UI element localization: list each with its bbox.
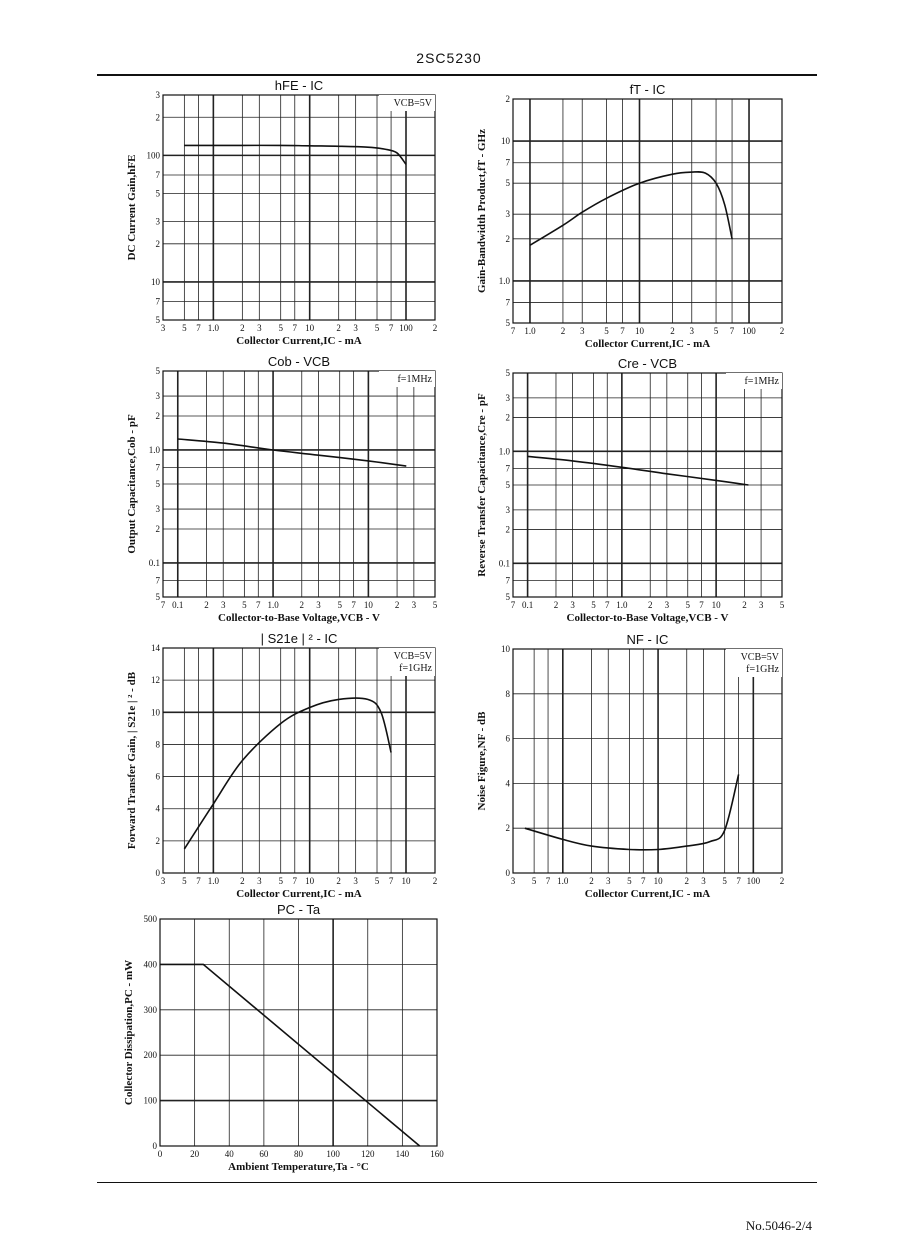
- y-tick-label: 400: [143, 959, 157, 970]
- x-tick-label: 2: [336, 876, 341, 886]
- x-tick-label: 7: [388, 323, 394, 333]
- y-tick-label: 100: [143, 1095, 157, 1106]
- x-tick-label: 5: [779, 600, 785, 610]
- x-tick-label: 5: [531, 876, 537, 886]
- y-tick-label: 7: [155, 296, 160, 307]
- x-tick-label: 3: [570, 600, 575, 610]
- x-tick-label: 3: [758, 600, 764, 610]
- x-tick-label: 3: [160, 323, 166, 333]
- plot-frame: [163, 648, 435, 873]
- y-tick-label: 10: [151, 276, 160, 287]
- x-tick-label: 0: [157, 1149, 163, 1159]
- y-tick-label: 10: [501, 644, 510, 654]
- x-tick-label: 3: [411, 600, 417, 610]
- x-tick-label: 100: [746, 876, 761, 886]
- plot-frame: [513, 649, 782, 873]
- x-axis-label: Collector Current,IC - mA: [584, 888, 711, 900]
- y-tick-label: 3: [155, 90, 160, 100]
- y-tick-label: 4: [505, 778, 510, 789]
- y-tick-label: 4: [155, 803, 160, 814]
- x-tick-label: 3: [606, 876, 611, 886]
- x-tick-label: 5: [337, 600, 342, 610]
- y-tick-label: 5: [155, 366, 160, 376]
- x-tick-label: 2: [432, 876, 438, 886]
- x-tick-label: 7: [545, 876, 551, 886]
- chart-cre: [476, 356, 785, 624]
- x-tick-label: 0.1: [172, 600, 184, 610]
- x-tick-label: 2: [432, 323, 438, 333]
- chart-title: NF - IC: [626, 632, 669, 647]
- x-tick-label: 7: [729, 326, 735, 336]
- x-tick-label: 2: [240, 876, 245, 886]
- x-tick-label: 5: [591, 600, 596, 610]
- y-tick-label: 7: [505, 575, 510, 586]
- series-line: [525, 774, 739, 849]
- y-tick-label: 5: [155, 188, 160, 199]
- x-axis-label: Collector-to-Base Voltage,VCB - V: [566, 612, 729, 624]
- chart-title: Cre - VCB: [617, 356, 678, 371]
- y-tick-label: 5: [155, 479, 160, 489]
- y-tick-label: 8: [155, 739, 160, 750]
- x-tick-label: 3: [664, 600, 670, 610]
- x-tick-label: 2: [394, 600, 400, 610]
- x-tick-label: 10: [305, 323, 315, 333]
- y-tick-label: 2: [155, 410, 160, 421]
- y-tick-label: 5: [505, 178, 510, 189]
- y-tick-label: 3: [155, 504, 160, 515]
- x-tick-label: 3: [701, 876, 706, 886]
- x-tick-label: 2: [647, 600, 653, 610]
- y-tick-label: 2: [155, 238, 160, 249]
- condition-label: f=1MHz: [744, 376, 779, 387]
- series-line: [178, 439, 406, 466]
- y-tick-label: 5: [505, 592, 510, 602]
- chart-title: hFE - IC: [274, 78, 324, 93]
- x-tick-label: 5: [685, 600, 690, 610]
- x-tick-label: 2: [742, 600, 747, 610]
- y-tick-label: 3: [155, 216, 160, 227]
- chart-cob: [126, 354, 438, 624]
- x-tick-label: 7: [620, 326, 625, 336]
- y-tick-label: 3: [155, 391, 160, 402]
- y-tick-label: 300: [143, 1004, 157, 1015]
- x-tick-label: 3: [353, 876, 358, 886]
- y-tick-label: 2: [505, 94, 510, 104]
- x-tick-label: 2: [684, 876, 689, 886]
- x-tick-label: 1.0: [524, 326, 536, 336]
- condition-label: VCB=5V: [740, 652, 779, 663]
- x-tick-label: 3: [257, 876, 262, 886]
- y-axis-label: Collector Dissipation,PC - mW: [123, 959, 135, 1106]
- chart-title: fT - IC: [629, 82, 666, 97]
- x-axis-label: Ambient Temperature,Ta - °C: [228, 1161, 369, 1173]
- chart-title: | S21e | ² - IC: [260, 631, 338, 646]
- chart-title: Cob - VCB: [267, 354, 331, 369]
- chart-pc: [123, 902, 444, 1173]
- x-tick-label: 7: [292, 876, 298, 886]
- x-tick-label: 7: [699, 600, 704, 610]
- plot-frame: [163, 95, 435, 320]
- y-tick-label: 2: [505, 233, 510, 244]
- y-tick-label: 3: [505, 504, 510, 515]
- y-tick-label: 7: [505, 463, 510, 474]
- x-tick-label: 3: [689, 326, 695, 336]
- x-tick-label: 7: [736, 876, 741, 886]
- x-tick-label: 40: [224, 1149, 234, 1159]
- y-tick-label: 100: [146, 150, 160, 161]
- y-tick-label: 5: [155, 592, 160, 602]
- y-tick-label: 3: [505, 392, 510, 403]
- part-number: 2SC5230: [416, 50, 482, 66]
- x-tick-label: 10: [363, 600, 373, 610]
- x-axis-label: Collector Current,IC - mA: [584, 338, 711, 350]
- x-tick-label: 10: [711, 600, 721, 610]
- y-tick-label: 200: [143, 1050, 157, 1061]
- x-tick-label: 2: [670, 326, 675, 336]
- x-tick-label: 5: [722, 876, 727, 886]
- x-tick-label: 5: [242, 600, 247, 610]
- chart-s21: [126, 631, 437, 900]
- x-axis-label: Collector Current,IC - mA: [236, 888, 362, 900]
- x-tick-label: 5: [604, 326, 609, 336]
- y-tick-label: 5: [505, 318, 510, 328]
- y-tick-label: 0.1: [148, 557, 160, 568]
- y-tick-label: 10: [501, 136, 510, 147]
- y-tick-label: 7: [155, 462, 160, 473]
- x-tick-label: 7: [196, 323, 201, 333]
- x-tick-label: 5: [182, 876, 187, 886]
- y-tick-label: 8: [505, 688, 510, 699]
- y-tick-label: 5: [505, 368, 510, 378]
- x-tick-label: 7: [160, 600, 166, 610]
- x-tick-label: 100: [742, 326, 756, 336]
- y-axis-label: Forward Transfer Gain, | S21e | ² - dB: [126, 671, 138, 850]
- x-tick-label: 5: [182, 323, 187, 333]
- y-tick-label: 7: [155, 169, 160, 180]
- y-tick-label: 5: [155, 315, 160, 325]
- x-tick-label: 7: [641, 876, 646, 886]
- y-axis-label: Noise Figure,NF - dB: [476, 711, 488, 811]
- x-tick-label: 5: [278, 876, 283, 886]
- x-tick-label: 7: [292, 323, 298, 333]
- x-tick-label: 10: [401, 876, 411, 886]
- x-tick-label: 5: [713, 326, 719, 336]
- y-tick-label: 2: [155, 112, 160, 123]
- x-tick-label: 2: [779, 876, 785, 886]
- x-tick-label: 20: [190, 1149, 200, 1159]
- x-tick-label: 2: [240, 323, 245, 333]
- condition-label: VCB=5V: [393, 651, 432, 662]
- y-tick-label: 2: [155, 523, 160, 534]
- y-tick-label: 7: [505, 297, 510, 308]
- x-axis-label: Collector-to-Base Voltage,VCB - V: [218, 612, 380, 624]
- chart-hfe: [126, 78, 437, 347]
- y-tick-label: 3: [505, 209, 510, 220]
- y-tick-label: 500: [143, 914, 157, 924]
- y-tick-label: 6: [155, 771, 160, 782]
- y-tick-label: 2: [505, 524, 510, 535]
- plot-frame: [513, 99, 782, 323]
- x-tick-label: 2: [299, 600, 305, 610]
- series-line: [184, 698, 391, 849]
- x-tick-label: 2: [553, 600, 559, 610]
- x-tick-label: 5: [278, 323, 283, 333]
- x-tick-label: 5: [432, 600, 438, 610]
- y-tick-label: 5: [505, 480, 510, 490]
- y-tick-label: 1.0: [498, 275, 510, 286]
- y-tick-label: 0: [505, 868, 510, 878]
- page-footer: No.5046-2/4: [745, 1218, 812, 1233]
- chart-nf: [476, 632, 784, 900]
- x-tick-label: 5: [374, 876, 380, 886]
- series-line: [528, 456, 749, 485]
- x-tick-label: 60: [259, 1149, 269, 1159]
- y-tick-label: 7: [155, 575, 160, 586]
- x-tick-label: 1.0: [207, 323, 219, 333]
- x-axis-label: Collector Current,IC - mA: [236, 335, 362, 347]
- x-tick-label: 7: [196, 876, 201, 886]
- condition-label: f=1GHz: [746, 664, 779, 675]
- x-tick-label: 100: [399, 323, 413, 333]
- x-tick-label: 7: [510, 326, 516, 336]
- x-tick-label: 10: [305, 876, 315, 886]
- x-tick-label: 3: [257, 323, 262, 333]
- y-tick-label: 14: [151, 643, 160, 653]
- x-tick-label: 10: [634, 326, 644, 336]
- x-tick-label: 0.1: [521, 600, 534, 610]
- y-tick-label: 0: [152, 1141, 157, 1151]
- y-tick-label: 0: [155, 868, 160, 878]
- x-tick-label: 7: [605, 600, 610, 610]
- x-tick-label: 3: [510, 876, 516, 886]
- y-tick-label: 12: [151, 675, 160, 686]
- y-tick-label: 2: [505, 823, 510, 834]
- x-tick-label: 80: [294, 1149, 303, 1159]
- y-axis-label: Reverse Transfer Capacitance,Cre - pF: [476, 393, 488, 577]
- y-tick-label: 6: [505, 733, 510, 744]
- x-tick-label: 7: [256, 600, 261, 610]
- chart-ft: [476, 82, 784, 350]
- x-tick-label: 3: [316, 600, 321, 610]
- y-tick-label: 0.1: [498, 558, 510, 569]
- x-tick-label: 2: [336, 323, 341, 333]
- condition-label: f=1MHz: [397, 374, 432, 385]
- y-tick-label: 7: [505, 157, 510, 168]
- x-tick-label: 2: [589, 876, 594, 886]
- x-tick-label: 100: [326, 1149, 340, 1159]
- x-tick-label: 7: [510, 600, 516, 610]
- x-tick-label: 3: [353, 323, 358, 333]
- x-tick-label: 160: [430, 1149, 444, 1159]
- x-tick-label: 5: [374, 323, 380, 333]
- x-tick-label: 2: [779, 326, 785, 336]
- x-tick-label: 1.0: [207, 876, 219, 886]
- chart-title: PC - Ta: [276, 902, 321, 917]
- x-tick-label: 10: [653, 876, 663, 886]
- x-tick-label: 2: [560, 326, 566, 336]
- x-tick-label: 7: [351, 600, 356, 610]
- x-tick-label: 5: [627, 876, 632, 886]
- x-tick-label: 2: [204, 600, 209, 610]
- y-tick-label: 2: [505, 412, 510, 423]
- y-tick-label: 10: [151, 707, 160, 718]
- x-tick-label: 3: [220, 600, 226, 610]
- x-tick-label: 1.0: [557, 876, 569, 886]
- x-tick-label: 1.0: [616, 600, 628, 610]
- x-tick-label: 140: [395, 1149, 410, 1159]
- x-tick-label: 7: [388, 876, 394, 886]
- y-tick-label: 1.0: [148, 444, 160, 455]
- y-axis-label: DC Current Gain,hFE: [126, 154, 138, 261]
- y-axis-label: Gain-Bandwidth Product,fT - GHz: [476, 128, 488, 294]
- x-tick-label: 1.0: [267, 600, 279, 610]
- x-tick-label: 120: [361, 1149, 375, 1159]
- y-tick-label: 2: [155, 835, 160, 846]
- y-tick-label: 1.0: [498, 446, 510, 457]
- condition-label: f=1GHz: [399, 663, 432, 674]
- y-axis-label: Output Capacitance,Cob - pF: [126, 414, 138, 554]
- condition-label: VCB=5V: [393, 98, 432, 109]
- x-tick-label: 3: [579, 326, 585, 336]
- x-tick-label: 3: [160, 876, 166, 886]
